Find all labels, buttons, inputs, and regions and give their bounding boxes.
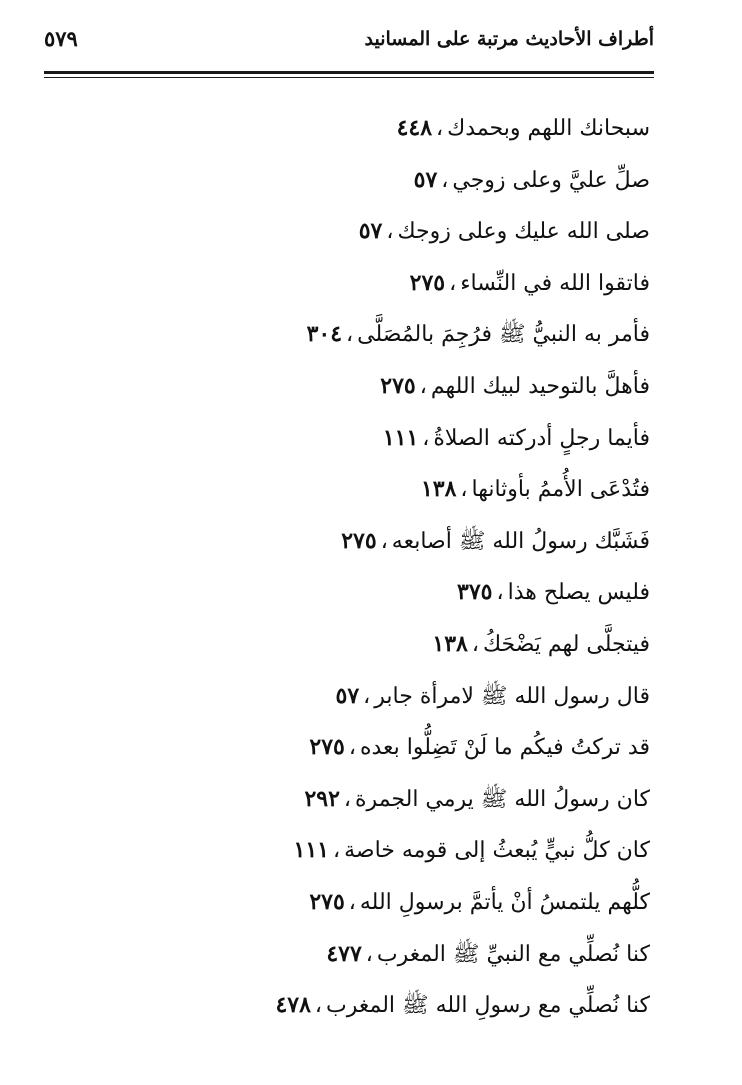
entry-page-number: ٥٧ (358, 218, 383, 245)
entry-text: فأهلَّ بالتوحيد لبيك اللهم (430, 373, 650, 399)
index-entry (230, 985, 650, 1037)
index-entry (230, 160, 650, 212)
index-entry (230, 108, 650, 160)
entry-text: فيتجلَّى لهم يَضْحَكُ (482, 631, 650, 657)
index-entry (230, 830, 650, 882)
index-entry (230, 263, 650, 315)
index-entry (230, 572, 650, 624)
entry-separator: ، (449, 270, 457, 296)
entry-text: قد تركتُ فيكُم ما لَنْ تَضِلُّوا بعده (359, 735, 650, 761)
entry-separator: ، (436, 116, 444, 141)
index-entry (230, 521, 650, 573)
entry-page-number: ٢٧٥ (309, 888, 345, 915)
entry-text: فاتقوا الله في النِّساء (460, 270, 650, 296)
entry-separator: ، (419, 373, 427, 399)
entry-page-number: ١١١ (382, 424, 419, 451)
entry-page-number: ١١١ (293, 837, 329, 864)
entry-separator: ، (422, 425, 430, 451)
entry-page-number: ٣٠٤ (306, 321, 343, 348)
entry-page-number: ٢٧٥ (309, 734, 345, 761)
entry-separator: ، (460, 477, 468, 503)
page-header (44, 26, 654, 66)
entry-text: قال رسول الله ﷺ لامرأة جابر (374, 683, 650, 709)
entry-separator: ، (332, 838, 341, 864)
entry-text: كنا نُصلِّي مع النبيِّ ﷺ المغرب (376, 941, 650, 967)
entry-page-number: ٢٧٥ (341, 527, 377, 554)
index-entry (230, 676, 650, 728)
entry-text: فأمر به النبيُّ ﷺ فرُجِمَ بالمُصَلَّى (357, 322, 650, 348)
entry-text: صلِّ عليَّ وعلى زوجي (452, 167, 650, 193)
entry-page-number: ١٣٨ (420, 476, 457, 503)
entry-separator: ، (348, 735, 356, 761)
running-title: أطراف الأحاديث مرتبة على المسانيد (364, 28, 654, 50)
page-number: ٥٧٩ (44, 26, 78, 51)
index-entry (230, 366, 650, 418)
header-rule-thin (44, 77, 654, 78)
entry-page-number: ٢٧٥ (409, 269, 446, 296)
entry-page-number: ٥٧ (413, 166, 438, 193)
entry-text: فأيما رجلٍ أدركته الصلاةُ (433, 425, 650, 451)
entry-text: كنا نُصلِّي مع رسولِ الله ﷺ المغرب (326, 993, 650, 1019)
entry-separator: ، (343, 786, 352, 812)
entry-page-number: ٤٤٨ (396, 115, 433, 141)
index-entry (230, 934, 650, 986)
entry-separator: ، (471, 631, 479, 657)
header-rule-thick (44, 71, 654, 74)
index-entry (230, 314, 650, 366)
entry-separator: ، (348, 889, 356, 915)
entry-separator: ، (346, 322, 354, 348)
index-entry (230, 418, 650, 470)
entry-page-number: ١٣٨ (432, 630, 468, 657)
entry-text: فتُدْعَى الأُممُ بأوثانها (471, 477, 650, 503)
entry-page-number: ٣٧٥ (457, 579, 493, 606)
entry-text: فَشَبَّك رسولُ الله ﷺ أصابعه (391, 528, 650, 554)
entry-separator: ، (496, 580, 504, 606)
entry-text: كان كلُّ نبيٍّ يُبعثُ إلى قومه خاصة (344, 838, 650, 864)
index-entry (230, 624, 650, 676)
entry-separator: ، (314, 993, 323, 1019)
entry-page-number: ٢٩٢ (304, 785, 340, 812)
entry-page-number: ٤٧٧ (326, 940, 362, 967)
entry-separator: ، (441, 167, 449, 193)
entry-page-number: ٢٧٥ (380, 372, 416, 399)
entry-page-number: ٥٧ (335, 682, 360, 709)
entry-separator: ، (386, 219, 394, 245)
entry-text: كلُّهم يلتمسُ أنْ يأتمَّ برسولِ الله (359, 889, 650, 915)
entry-text: صلى الله عليك وعلى زوجك (397, 219, 650, 245)
hadith-index-list (230, 108, 650, 1037)
entry-page-number: ٤٧٨ (275, 992, 311, 1019)
entry-text: سبحانك اللهم وبحمدك (447, 116, 650, 141)
entry-separator: ، (380, 528, 388, 554)
index-entry (230, 211, 650, 263)
entry-separator: ، (365, 941, 373, 967)
entry-text: كان رسولُ الله ﷺ يرمي الجمرة (355, 786, 650, 812)
index-entry (230, 469, 650, 521)
entry-text: فليس يصلح هذا (507, 580, 650, 606)
index-entry (230, 779, 650, 831)
index-entry (230, 727, 650, 779)
entry-separator: ، (363, 683, 371, 709)
index-entry (230, 882, 650, 934)
